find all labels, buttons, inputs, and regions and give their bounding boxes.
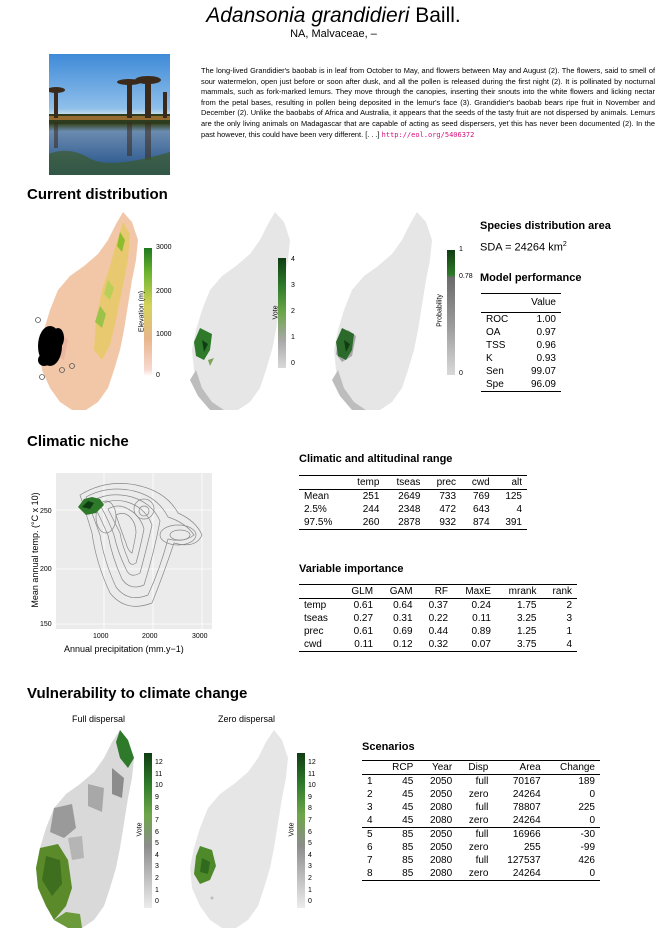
- scenario-header-cell: [362, 761, 381, 775]
- importance-cell: 4: [566, 639, 572, 650]
- range-cell: 2.5%: [304, 504, 327, 515]
- scenario-cell: 426: [578, 855, 595, 866]
- importance-cell: 0.12: [393, 639, 413, 650]
- importance-cell: 0.11: [472, 613, 491, 624]
- scenario-cell: 78807: [512, 802, 541, 813]
- vote-tick: 4: [155, 851, 159, 859]
- scenario-cell: 45: [402, 776, 414, 787]
- perf-metric: Sen: [486, 366, 504, 377]
- description-text: The long-lived Grandidier's baobab is in leaf from October to May, and flowers between May and August (2). The flowers, said to smell of sour watermelon, open just before or soon after dusk, and all the pollen is released during the first night (2). It is pollinated by nocturnal mammals, such as fork-marked lemurs. They move through the canopies, inserting their snouts into the white flowers and licking nectar from the petal bases, resulting in pollen being deposited in the lemur's face (3). Grandidier's baobab bears ripe fruit in November and December (2). Unlike the baobabs of Africa and Australia, it appears that the seeds of the tasty fruit are not dispersed by animals. Lemurs are the only living animals on Madagascar that are capable of acting as seed dispersers, yet this has never been documented (2). In the past however, this could have been very different. [. . .]: [201, 66, 655, 139]
- scenario-cell: 225: [578, 802, 595, 813]
- scenario-cell: 2080: [429, 802, 453, 813]
- vote-tick: 8: [308, 805, 312, 813]
- range-cell: 125: [505, 491, 522, 502]
- niche-plot: [56, 473, 212, 629]
- vote-tick-0: 0: [291, 360, 295, 367]
- importance-cell: 1.25: [516, 626, 537, 637]
- range-cell: 260: [362, 517, 380, 528]
- scenario-cell: zero: [468, 842, 489, 853]
- perf-metric: OA: [486, 327, 501, 338]
- vote-tick: 11: [155, 770, 163, 778]
- vote-tick: 5: [155, 840, 159, 848]
- elevation-map: [28, 210, 148, 415]
- niche-xtick-3000: 3000: [192, 633, 208, 640]
- scenario-cell: 24264: [512, 815, 541, 826]
- vote-tick: 3: [308, 863, 312, 871]
- range-cell: 2878: [398, 517, 421, 528]
- vote-tick: 11: [308, 770, 316, 778]
- perf-value: 99.07: [530, 366, 556, 377]
- sda-title: Species distribution area: [480, 220, 611, 232]
- scenario-row: [362, 814, 600, 828]
- vote-tick: 1: [155, 886, 159, 894]
- importance-cell: 3.25: [516, 613, 537, 624]
- scenario-cell: 0: [589, 789, 595, 800]
- prob-tick-1: 1: [459, 246, 463, 253]
- range-header-cell: alt: [511, 477, 522, 488]
- perf-value: 0.93: [536, 353, 556, 364]
- scenario-cell: 255: [523, 842, 541, 853]
- niche-ytick-250: 250: [40, 508, 52, 515]
- scenario-cell: 2080: [429, 855, 453, 866]
- importance-header-cell: MaxE: [465, 586, 491, 597]
- scenario-row: [362, 854, 600, 867]
- scenario-header-cell: Change: [559, 762, 595, 773]
- scenario-cell: zero: [468, 868, 489, 879]
- scenario-cell: 2: [367, 789, 373, 800]
- importance-header-cell: rank: [552, 586, 572, 597]
- scenario-cell: 4: [367, 815, 373, 826]
- importance-cell: 0.24: [471, 600, 491, 611]
- importance-header-cell: RF: [434, 586, 449, 597]
- importance-cell: tseas: [304, 613, 328, 624]
- perf-metric: Spe: [486, 379, 504, 390]
- scenario-cell: 2050: [429, 789, 453, 800]
- perf-metric: TSS: [486, 340, 506, 351]
- range-cell: Mean: [304, 491, 330, 502]
- range-cell: 391: [505, 517, 522, 528]
- vote-tick: 12: [308, 759, 316, 766]
- scenario-cell: full: [475, 802, 489, 813]
- scenario-cell: full: [475, 829, 489, 840]
- importance-cell: prec: [304, 626, 324, 637]
- range-cell: 97.5%: [304, 517, 333, 528]
- section-vulnerability: Vulnerability to climate change: [27, 685, 248, 702]
- scenario-cell: 24264: [512, 789, 541, 800]
- perf-row: [481, 313, 561, 327]
- elev-tick-3000: 3000: [156, 244, 172, 251]
- importance-header-cell: mrank: [508, 586, 537, 597]
- perf-metric: ROC: [486, 314, 509, 325]
- importance-row: [299, 625, 577, 638]
- vote-tick: 3: [155, 863, 159, 871]
- scenario-cell: 85: [402, 868, 414, 879]
- section-current-distribution: Current distribution: [27, 186, 168, 203]
- importance-cell: 0.37: [428, 600, 449, 611]
- range-row: [299, 503, 527, 516]
- elev-tick-2000: 2000: [156, 288, 172, 295]
- perf-metric: K: [486, 353, 493, 364]
- scenario-row: [362, 801, 600, 814]
- perf-row: [481, 339, 561, 352]
- vote-tick-3: 3: [291, 282, 295, 289]
- scenario-header-cell: Disp: [468, 762, 489, 773]
- scenario-cell: full: [475, 776, 489, 787]
- scenario-row: [362, 775, 600, 789]
- perf-row: [481, 326, 561, 339]
- species-title: [0, 4, 667, 28]
- zero-dispersal-label: Zero dispersal: [218, 714, 276, 724]
- range-cell: 244: [362, 504, 380, 515]
- scenario-cell: 45: [402, 815, 414, 826]
- scenario-cell: 24264: [512, 868, 541, 879]
- scenario-cell: -99: [580, 842, 595, 853]
- perf-value: 0.97: [536, 327, 556, 338]
- scenario-row: [362, 867, 600, 880]
- importance-cell: 1.75: [516, 600, 537, 611]
- perf-value: 0.96: [536, 340, 556, 351]
- importance-cell: 0.61: [353, 626, 374, 637]
- importance-cell: 1: [566, 626, 572, 637]
- scenario-cell: 0: [589, 815, 595, 826]
- importance-row: [299, 612, 577, 625]
- prob-tick-0: 0: [459, 370, 463, 377]
- probability-colorbar: [447, 250, 455, 375]
- species-subtitle: NA, Malvaceae, –: [290, 28, 377, 40]
- elev-tick-0: 0: [156, 372, 160, 379]
- vote-tick-1: 1: [291, 334, 295, 341]
- scenario-cell: 2050: [429, 776, 453, 787]
- species-author: Baill.: [415, 4, 461, 27]
- importance-cell: 0.64: [393, 600, 413, 611]
- vote-tick: 9: [308, 793, 312, 801]
- perf-row: [481, 378, 561, 391]
- range-header-cell: prec: [436, 477, 457, 488]
- scenario-cell: zero: [468, 815, 489, 826]
- scenario-cell: -30: [580, 829, 595, 840]
- scenario-header-cell: Year: [431, 762, 453, 773]
- scenario-cell: 70167: [512, 776, 541, 787]
- scenario-cell: 2050: [429, 842, 453, 853]
- importance-cell: 0.07: [471, 639, 491, 650]
- scenario-cell: 1: [367, 776, 373, 787]
- range-cell: 251: [362, 491, 380, 502]
- vote-tick: 0: [155, 898, 159, 906]
- zero-vote-colorbar: [297, 753, 305, 908]
- full-vote-ticks: [155, 757, 169, 908]
- niche-xlabel: Annual precipitation (mm.y−1): [64, 644, 184, 654]
- vote-tick: 6: [155, 828, 159, 836]
- scenario-cell: 45: [402, 802, 414, 813]
- range-cell: 932: [439, 517, 457, 528]
- scenarios-title: Scenarios: [362, 741, 415, 753]
- range-cell: 2348: [398, 504, 421, 515]
- range-header-cell: tseas: [396, 477, 421, 488]
- elev-tick-1000: 1000: [156, 331, 172, 338]
- scenario-cell: full: [475, 855, 489, 866]
- scenario-cell: 2080: [429, 815, 453, 826]
- scenario-row: [362, 788, 600, 801]
- performance-table: [481, 293, 561, 392]
- scenario-cell: 85: [402, 829, 414, 840]
- range-header-cell: cwd: [471, 477, 490, 488]
- niche-ytick-150: 150: [40, 621, 52, 628]
- scenario-header-row: [362, 761, 600, 775]
- vote-tick: 2: [308, 874, 312, 882]
- importance-cell: 0.44: [428, 626, 449, 637]
- vote-tick: 12: [155, 759, 163, 766]
- range-header-cell: [299, 476, 345, 490]
- range-header-cell: temp: [357, 477, 380, 488]
- sda-text: SDA = 24264 km: [480, 241, 563, 254]
- importance-table: [299, 584, 577, 652]
- importance-cell: 0.89: [471, 626, 491, 637]
- zero-vote-title: Vote: [288, 822, 296, 837]
- vote-tick-4: 4: [291, 256, 295, 263]
- range-cell: 733: [439, 491, 457, 502]
- importance-cell: 0.11: [354, 639, 374, 650]
- vote-tick: 0: [308, 898, 312, 906]
- vote-tick-2: 2: [291, 308, 295, 315]
- scenario-cell: 45: [402, 789, 414, 800]
- scenario-header-cell: Area: [519, 762, 541, 773]
- scenario-cell: 6: [367, 842, 373, 853]
- scenario-cell: 2050: [429, 829, 453, 840]
- range-cell: 874: [472, 517, 490, 528]
- scenario-cell: 5: [367, 829, 373, 840]
- vote-tick: 5: [308, 840, 312, 848]
- importance-cell: 3.75: [516, 639, 537, 650]
- full-dispersal-label: Full dispersal: [72, 714, 126, 724]
- probability-map: [322, 210, 442, 415]
- scenario-cell: 85: [402, 855, 414, 866]
- scenario-cell: 2080: [429, 868, 453, 879]
- scenario-row: [362, 841, 600, 854]
- scenario-cell: zero: [468, 789, 489, 800]
- importance-header-cell: GAM: [389, 586, 413, 597]
- vote-tick: 7: [155, 816, 159, 824]
- scenario-cell: 8: [367, 868, 373, 879]
- scenario-row: [362, 828, 600, 842]
- range-row: [299, 516, 527, 529]
- vote-tick: 2: [155, 874, 159, 882]
- importance-header-cell: GLM: [351, 586, 374, 597]
- full-dispersal-map: [28, 728, 143, 933]
- vote-tick: 4: [308, 851, 312, 859]
- importance-cell: 3: [566, 613, 572, 624]
- sda-value: [480, 241, 567, 254]
- scenario-cell: 7: [367, 855, 373, 866]
- importance-cell: cwd: [304, 639, 322, 650]
- range-cell: 769: [472, 491, 490, 502]
- importance-row: [299, 599, 577, 613]
- importance-cell: 0.61: [353, 600, 374, 611]
- importance-cell: temp: [304, 600, 327, 611]
- importance-cell: 2: [566, 600, 572, 611]
- importance-row: [299, 638, 577, 651]
- vote-tick: 7: [308, 816, 312, 824]
- vote-tick: 10: [308, 782, 316, 790]
- full-vote-title: Vote: [136, 822, 144, 837]
- elevation-legend-title: Elevation (m): [138, 290, 146, 333]
- scenarios-table: [362, 760, 600, 881]
- perf-header: Value: [531, 297, 556, 308]
- perf-row: [481, 365, 561, 378]
- perf-row: [481, 352, 561, 365]
- perf-value: 1.00: [536, 314, 556, 325]
- scenario-header-cell: RCP: [392, 762, 414, 773]
- importance-cell: 0.31: [393, 613, 413, 624]
- vote-tick: 6: [308, 828, 312, 836]
- niche-ytick-200: 200: [40, 566, 52, 573]
- range-row: [299, 490, 527, 504]
- full-vote-colorbar: [144, 753, 152, 908]
- species-name: Adansonia grandidieri: [206, 4, 410, 27]
- importance-title: Variable importance: [299, 563, 404, 575]
- sda-exponent: 2: [562, 241, 567, 248]
- perf-title: Model performance: [480, 272, 582, 284]
- niche-xtick-2000: 2000: [142, 633, 158, 640]
- section-climatic-niche: Climatic niche: [27, 433, 129, 450]
- vote-tick: 9: [155, 793, 159, 801]
- species-description: [201, 66, 655, 140]
- range-header-row: [299, 476, 527, 490]
- vote-tick: 1: [308, 886, 312, 894]
- scenario-cell: 85: [402, 842, 414, 853]
- range-cell: 472: [439, 504, 457, 515]
- range-cell: 2649: [398, 491, 421, 502]
- importance-cell: 0.22: [428, 613, 449, 624]
- scenario-cell: 189: [578, 776, 595, 787]
- niche-xtick-1000: 1000: [93, 633, 109, 640]
- importance-cell: 0.27: [353, 613, 374, 624]
- vote-tick: 8: [155, 805, 159, 813]
- baobab-photo: [49, 54, 170, 175]
- perf-value: 96.09: [530, 379, 556, 390]
- range-title: Climatic and altitudinal range: [299, 453, 453, 465]
- zero-vote-ticks: [308, 757, 322, 908]
- range-table: [299, 475, 527, 530]
- importance-cell: 0.32: [428, 639, 449, 650]
- scenario-cell: 16966: [512, 829, 541, 840]
- scenario-cell: 0: [589, 868, 595, 879]
- zero-dispersal-map: [182, 728, 297, 933]
- niche-ylabel: Mean annual temp. (°C x 10): [30, 492, 40, 608]
- vote-legend-title: Vote: [272, 305, 280, 320]
- scenario-cell: 127537: [507, 855, 541, 866]
- importance-header-row: [299, 585, 577, 599]
- scenario-cell: 3: [367, 802, 373, 813]
- range-cell: 4: [516, 504, 522, 515]
- importance-cell: 0.69: [393, 626, 413, 637]
- prob-tick-078: 0.78: [459, 273, 473, 280]
- range-cell: 643: [472, 504, 490, 515]
- eol-link[interactable]: http://eol.org/5406372: [381, 130, 475, 139]
- vote-tick: 10: [155, 782, 163, 790]
- probability-legend-title: Probability: [436, 294, 444, 327]
- importance-header-cell: [299, 585, 340, 599]
